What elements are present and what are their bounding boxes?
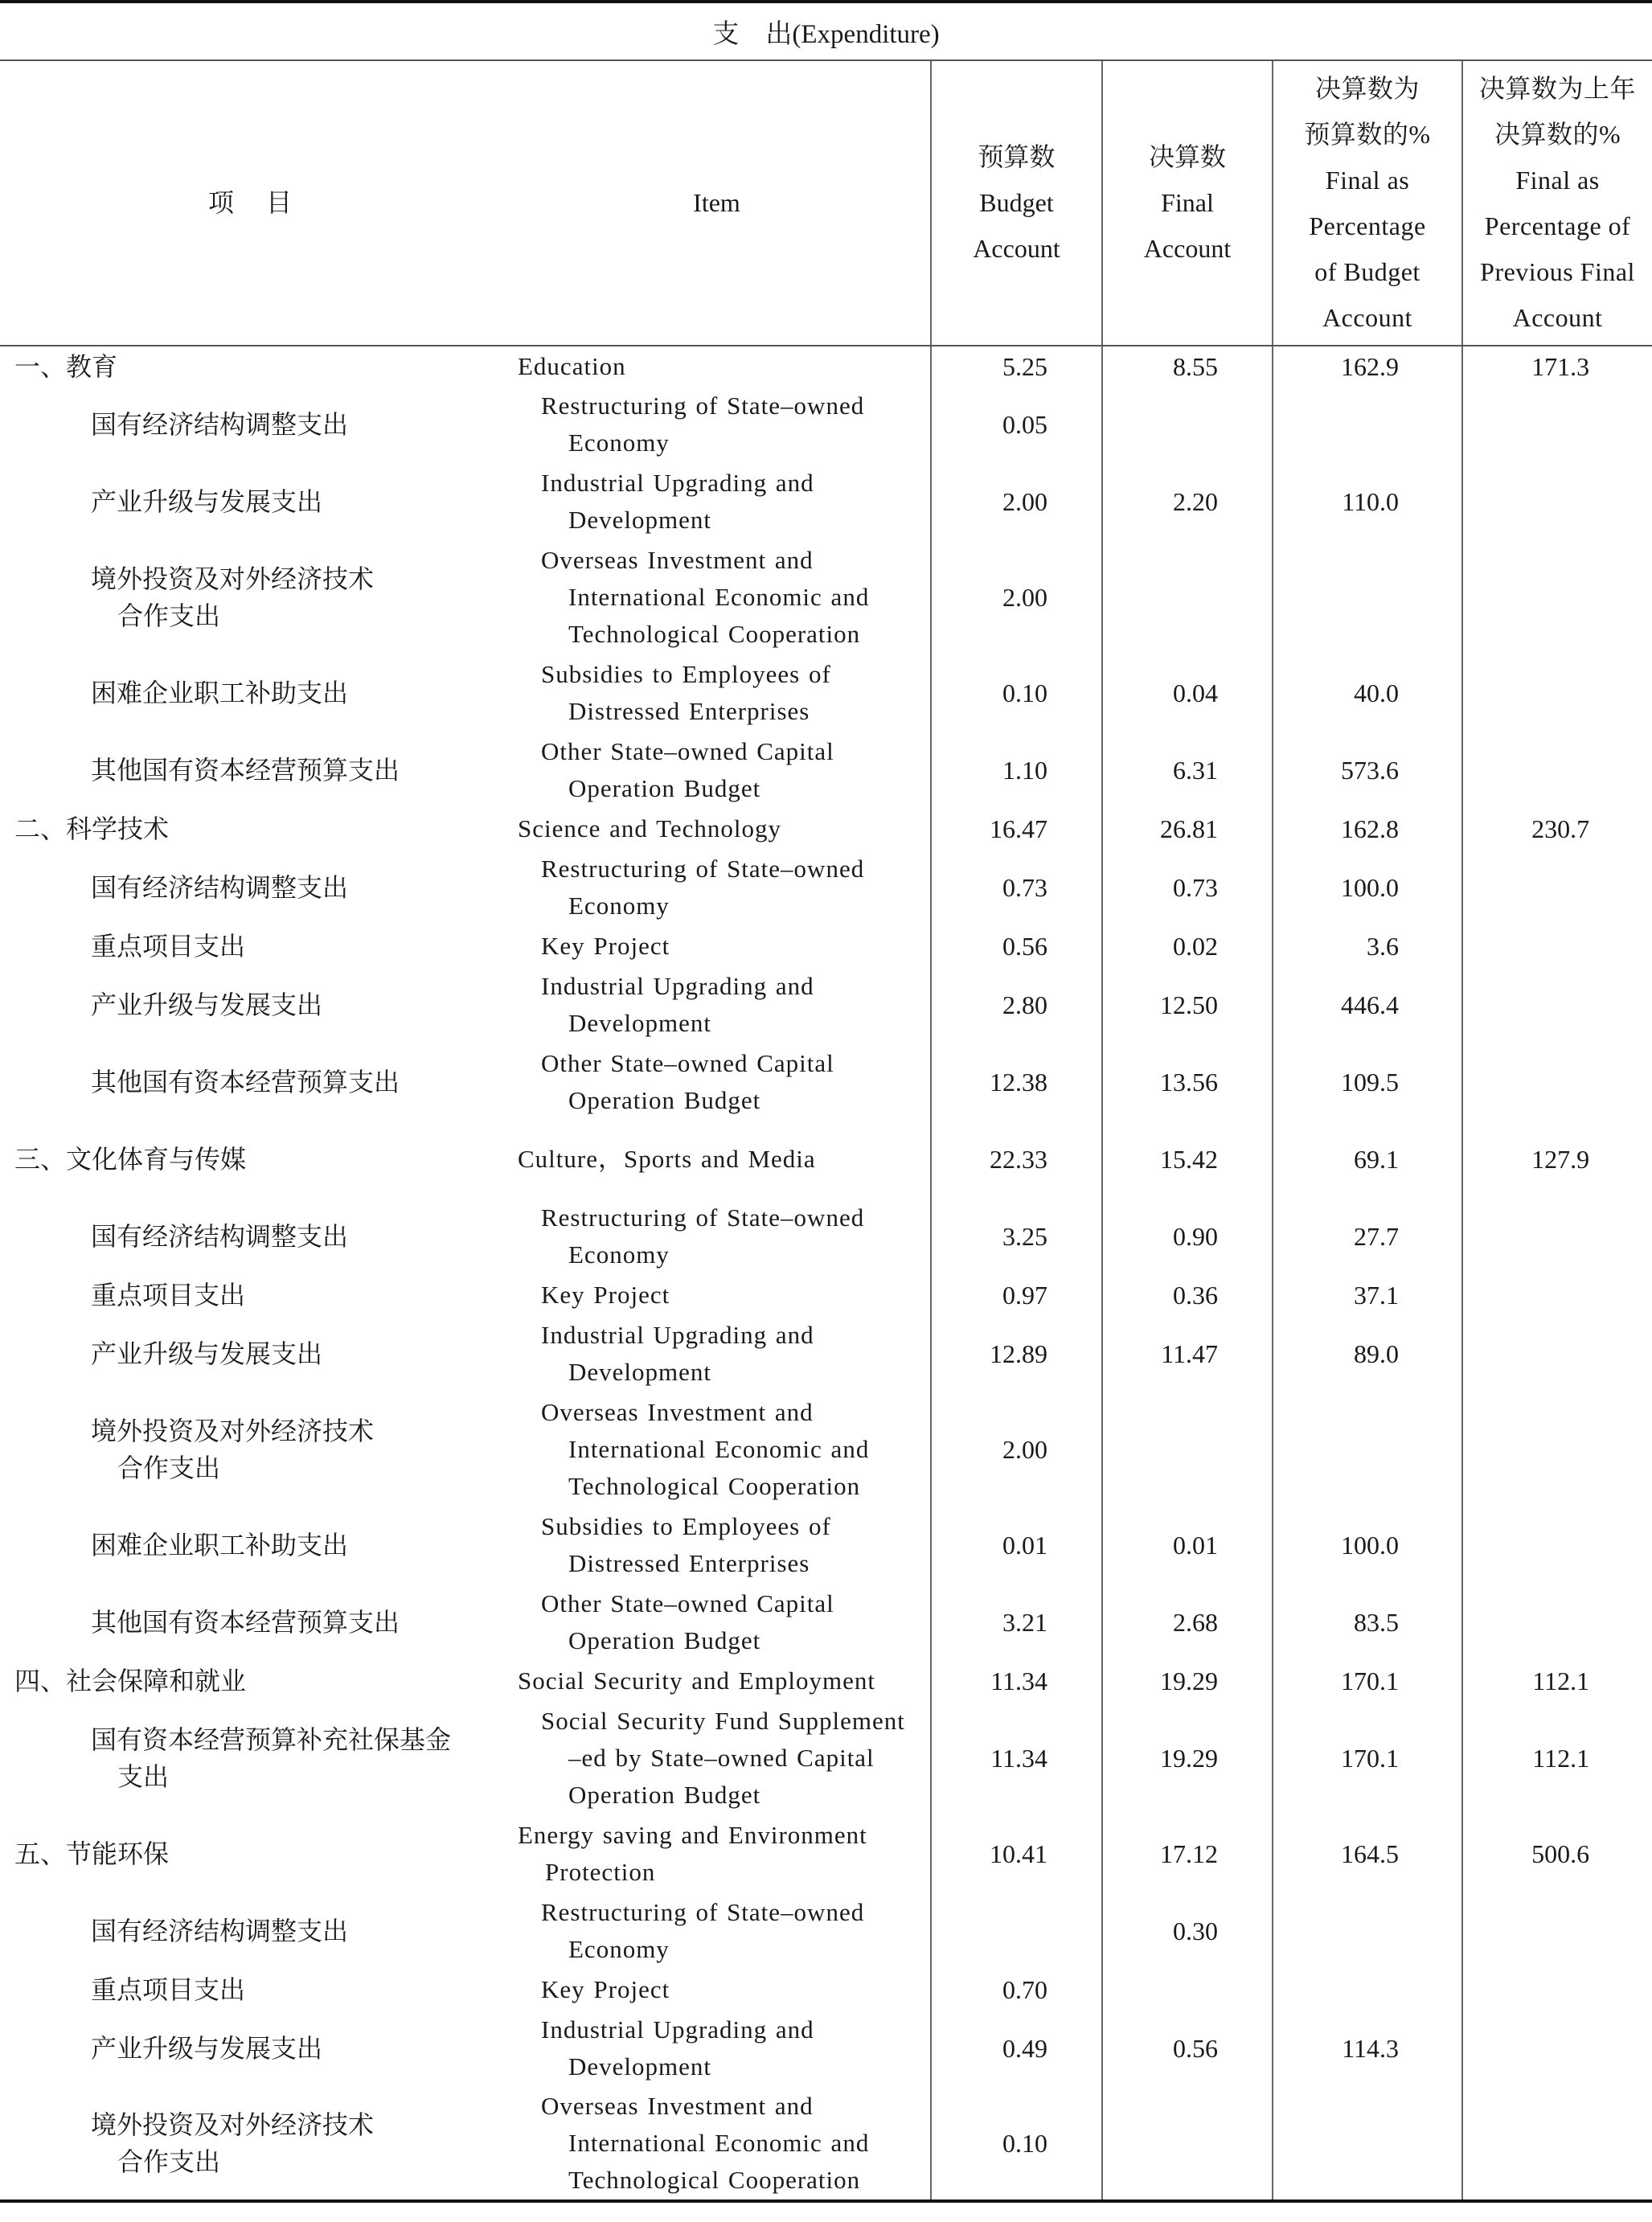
final-cell: 26.81 xyxy=(1102,809,1273,849)
item-en-cell-line: International Economic and xyxy=(568,1435,870,1463)
item-en-cell-line: Industrial Upgrading and xyxy=(541,2015,814,2044)
item-cn-cell-line: 国有经济结构调整支出 xyxy=(91,410,349,439)
final-cell xyxy=(1102,540,1273,654)
item-en-cell-line: Overseas Investment and xyxy=(541,1398,814,1426)
item-en-cell-line: Other State–owned Capital xyxy=(541,1589,834,1617)
budget-cell: 10.41 xyxy=(931,1815,1102,1892)
pct-budget-cell: 3.6 xyxy=(1273,926,1462,966)
budget-cell: 16.47 xyxy=(931,809,1102,849)
header-pct-budget xyxy=(1273,60,1462,346)
pct-budget-cell: 162.9 xyxy=(1273,346,1462,386)
pct-prev-cell xyxy=(1462,966,1652,1043)
item-en-cell-line: Restructuring of State–owned xyxy=(541,1203,865,1232)
item-cn-cell xyxy=(0,1121,503,1198)
pct-prev-cell: 500.6 xyxy=(1462,1815,1652,1892)
item-cn-cell xyxy=(0,1970,503,2010)
category-row xyxy=(0,809,1652,849)
budget-cell: 0.70 xyxy=(931,1970,1102,2010)
final-cell: 19.29 xyxy=(1102,1661,1273,1701)
pct-prev-cell: 112.1 xyxy=(1462,1701,1652,1815)
budget-cell: 3.25 xyxy=(931,1198,1102,1275)
item-cn-cell-line: 三、文化体育与传媒 xyxy=(14,1145,247,1174)
header-budget-line: Budget xyxy=(979,188,1054,217)
budget-cell: 0.10 xyxy=(931,2087,1102,2201)
budget-cell: 0.10 xyxy=(931,654,1102,732)
table-row xyxy=(0,540,1652,654)
pct-prev-cell xyxy=(1462,926,1652,966)
final-cell: 0.56 xyxy=(1102,2010,1273,2087)
item-en-cell-line: Development xyxy=(568,1358,712,1386)
header-pct-budget-line: 预算数的% xyxy=(1304,119,1431,149)
pct-budget-cell: 164.5 xyxy=(1273,1815,1462,1892)
item-en-cell xyxy=(503,1701,931,1815)
item-cn-cell-line: 重点项目支出 xyxy=(91,1975,246,2004)
final-cell: 15.42 xyxy=(1102,1121,1273,1198)
header-pct-budget-line: 决算数为 xyxy=(1314,73,1420,103)
budget-cell: 0.56 xyxy=(931,926,1102,966)
item-en-cell xyxy=(503,809,931,849)
header-pct-prev-line: Previous Final xyxy=(1480,256,1635,286)
final-cell: 0.73 xyxy=(1102,849,1273,926)
item-en-cell xyxy=(503,1584,931,1661)
item-cn-cell-line: 合作支出 xyxy=(117,1453,221,1482)
header-pct-prev-line: 决算数为上年 xyxy=(1479,73,1637,103)
pct-prev-cell xyxy=(1462,540,1652,654)
budget-cell: 0.97 xyxy=(931,1275,1102,1315)
item-cn-cell xyxy=(0,1661,503,1701)
item-cn-cell-line: 其他国有资本经营预算支出 xyxy=(91,756,400,785)
item-cn-cell xyxy=(0,809,503,849)
item-en-cell xyxy=(503,1315,931,1392)
item-en-cell-line: Economy xyxy=(568,1935,670,1963)
budget-cell: 2.00 xyxy=(931,463,1102,540)
item-en-cell-line: Key Project xyxy=(541,1281,670,1309)
pct-prev-cell xyxy=(1462,1275,1652,1315)
pct-budget-cell: 170.1 xyxy=(1273,1701,1462,1815)
header-final-line: 决算数 xyxy=(1148,142,1226,171)
budget-cell: 5.25 xyxy=(931,346,1102,386)
budget-cell xyxy=(931,1892,1102,1970)
item-en-cell-line: Restructuring of State–owned xyxy=(541,392,865,420)
pct-prev-cell xyxy=(1462,2087,1652,2201)
item-en-cell-line: Social Security and Employment xyxy=(518,1666,875,1695)
budget-cell: 0.49 xyxy=(931,2010,1102,2087)
item-cn-cell-line: 五、节能环保 xyxy=(14,1839,170,1868)
header-pct-budget-line: Account xyxy=(1322,302,1412,332)
header-final-line: Final xyxy=(1161,188,1214,217)
item-en-cell-line: Restructuring of State–owned xyxy=(541,1898,865,1926)
budget-cell: 3.21 xyxy=(931,1584,1102,1661)
item-cn-cell xyxy=(0,1584,503,1661)
final-cell xyxy=(1102,386,1273,463)
budget-cell: 22.33 xyxy=(931,1121,1102,1198)
pct-prev-cell xyxy=(1462,2010,1652,2087)
item-en-cell-line: Social Security Fund Supplement xyxy=(541,1707,905,1735)
item-cn-cell-line: 国有经济结构调整支出 xyxy=(91,1222,349,1251)
item-en-cell-line: Distressed Enterprises xyxy=(568,697,810,725)
pct-prev-cell xyxy=(1462,654,1652,732)
item-en-cell xyxy=(503,654,931,732)
pct-prev-cell xyxy=(1462,1892,1652,1970)
item-cn-cell-line: 重点项目支出 xyxy=(91,932,246,961)
pct-prev-cell xyxy=(1462,1198,1652,1275)
pct-budget-cell xyxy=(1273,1892,1462,1970)
table-row xyxy=(0,1970,1652,2010)
item-en-cell xyxy=(503,926,931,966)
item-cn-cell xyxy=(0,540,503,654)
item-cn-cell xyxy=(0,1043,503,1121)
item-cn-cell-line: 产业升级与发展支出 xyxy=(91,2034,323,2063)
table-row xyxy=(0,1043,1652,1121)
item-cn-cell xyxy=(0,1701,503,1815)
item-en-cell-line: International Economic and xyxy=(568,2129,870,2157)
final-cell: 19.29 xyxy=(1102,1701,1273,1815)
item-en-cell-line: Operation Budget xyxy=(568,774,761,802)
pct-prev-cell xyxy=(1462,1584,1652,1661)
item-en-cell xyxy=(503,1892,931,1970)
final-cell: 0.02 xyxy=(1102,926,1273,966)
item-cn-cell-line: 产业升级与发展支出 xyxy=(91,1339,323,1368)
final-cell: 11.47 xyxy=(1102,1315,1273,1392)
header-pct-prev-line: Account xyxy=(1512,302,1603,332)
table-header-row xyxy=(0,60,1652,346)
pct-budget-cell: 100.0 xyxy=(1273,849,1462,926)
item-en-cell-line: Economy xyxy=(568,1240,670,1269)
pct-budget-cell: 37.1 xyxy=(1273,1275,1462,1315)
pct-prev-cell: 112.1 xyxy=(1462,1661,1652,1701)
item-en-cell xyxy=(503,1970,931,2010)
pct-budget-cell: 170.1 xyxy=(1273,1661,1462,1701)
item-en-cell-line: Energy saving and Environment xyxy=(518,1821,867,1849)
item-en-cell-line: Economy xyxy=(568,892,670,920)
item-en-cell-line: Economy xyxy=(568,428,670,457)
item-cn-cell-line: 困难企业职工补助支出 xyxy=(91,678,349,707)
pct-prev-cell xyxy=(1462,1507,1652,1584)
pct-budget-cell: 89.0 xyxy=(1273,1315,1462,1392)
table-row xyxy=(0,1392,1652,1507)
budget-cell: 0.01 xyxy=(931,1507,1102,1584)
category-row xyxy=(0,346,1652,386)
table-row xyxy=(0,654,1652,732)
pct-prev-cell: 127.9 xyxy=(1462,1121,1652,1198)
budget-cell: 2.00 xyxy=(931,1392,1102,1507)
final-cell xyxy=(1102,1392,1273,1507)
item-cn-cell-line: 国有资本经营预算补充社保基金 xyxy=(91,1725,452,1754)
table-row xyxy=(0,1275,1652,1315)
item-cn-cell-line: 国有经济结构调整支出 xyxy=(91,873,349,902)
item-cn-cell-line: 产业升级与发展支出 xyxy=(91,990,323,1019)
final-cell: 2.20 xyxy=(1102,463,1273,540)
item-en-cell-line: Operation Budget xyxy=(568,1086,761,1114)
table-row xyxy=(0,2010,1652,2087)
pct-prev-cell xyxy=(1462,1392,1652,1507)
item-en-cell-line: Other State–owned Capital xyxy=(541,737,834,765)
item-cn-cell xyxy=(0,1275,503,1315)
item-cn-cell-line: 境外投资及对外经济技术 xyxy=(91,564,375,593)
item-cn-cell-line: 其他国有资本经营预算支出 xyxy=(91,1608,400,1637)
pct-prev-cell xyxy=(1462,386,1652,463)
final-cell: 0.30 xyxy=(1102,1892,1273,1970)
item-cn-cell xyxy=(0,966,503,1043)
header-pct-prev-line: 决算数的% xyxy=(1494,119,1621,149)
item-en-cell xyxy=(503,849,931,926)
item-cn-cell-line: 困难企业职工补助支出 xyxy=(91,1531,349,1560)
item-en-cell-line: Operation Budget xyxy=(568,1781,761,1809)
final-cell: 2.68 xyxy=(1102,1584,1273,1661)
item-en-cell xyxy=(503,346,931,386)
item-cn-cell xyxy=(0,1392,503,1507)
item-cn-cell xyxy=(0,1892,503,1970)
final-cell xyxy=(1102,1970,1273,2010)
pct-budget-cell: 83.5 xyxy=(1273,1584,1462,1661)
pct-prev-cell: 171.3 xyxy=(1462,346,1652,386)
table-row xyxy=(0,1892,1652,1970)
table-row xyxy=(0,1701,1652,1815)
category-row xyxy=(0,1121,1652,1198)
table-title-row xyxy=(0,2,1652,60)
budget-cell: 1.10 xyxy=(931,732,1102,809)
final-cell: 8.55 xyxy=(1102,346,1273,386)
item-en-cell xyxy=(503,1121,931,1198)
budget-cell: 11.34 xyxy=(931,1661,1102,1701)
item-en-cell-line: Other State–owned Capital xyxy=(541,1049,834,1077)
item-cn-cell-line: 二、科学技术 xyxy=(14,814,170,843)
pct-budget-cell: 573.6 xyxy=(1273,732,1462,809)
item-en-cell-line: Culture，Sports and Media xyxy=(518,1145,816,1173)
header-pct-budget-line: of Budget xyxy=(1314,256,1420,286)
item-en-cell-line: Development xyxy=(568,1009,712,1037)
pct-budget-cell: 114.3 xyxy=(1273,2010,1462,2087)
pct-budget-cell: 27.7 xyxy=(1273,1198,1462,1275)
table-row xyxy=(0,926,1652,966)
item-en-cell-line: Industrial Upgrading and xyxy=(541,1321,814,1349)
item-cn-cell-line: 境外投资及对外经济技术 xyxy=(91,1416,375,1445)
item-cn-cell xyxy=(0,849,503,926)
item-en-cell-line: Operation Budget xyxy=(568,1626,761,1654)
pct-prev-cell xyxy=(1462,1970,1652,2010)
item-cn-cell xyxy=(0,386,503,463)
pct-budget-cell xyxy=(1273,2087,1462,2201)
header-budget xyxy=(931,60,1102,346)
category-row xyxy=(0,1661,1652,1701)
item-cn-cell xyxy=(0,1507,503,1584)
item-cn-cell xyxy=(0,926,503,966)
header-item-cn: 项 目 xyxy=(0,60,503,346)
item-en-cell-line: Overseas Investment and xyxy=(541,546,814,574)
item-en-cell-line: Distressed Enterprises xyxy=(568,1549,810,1577)
item-en-cell xyxy=(503,463,931,540)
pct-prev-cell xyxy=(1462,732,1652,809)
pct-budget-cell xyxy=(1273,1392,1462,1507)
budget-cell: 2.00 xyxy=(931,540,1102,654)
item-en-cell xyxy=(503,1198,931,1275)
item-cn-cell xyxy=(0,463,503,540)
budget-cell: 11.34 xyxy=(931,1701,1102,1815)
item-cn-cell xyxy=(0,346,503,386)
table-row xyxy=(0,2087,1652,2201)
pct-budget-cell: 100.0 xyxy=(1273,1507,1462,1584)
item-cn-cell xyxy=(0,1315,503,1392)
item-en-cell-line: Overseas Investment and xyxy=(541,2092,814,2120)
header-final-line: Account xyxy=(1143,234,1232,263)
item-en-cell-line: Restructuring of State–owned xyxy=(541,855,865,883)
item-en-cell xyxy=(503,1275,931,1315)
item-en-cell-line: Industrial Upgrading and xyxy=(541,469,814,497)
table-row xyxy=(0,386,1652,463)
item-cn-cell-line: 其他国有资本经营预算支出 xyxy=(91,1068,400,1097)
pct-prev-cell xyxy=(1462,1043,1652,1121)
item-cn-cell xyxy=(0,654,503,732)
item-en-cell-line: International Economic and xyxy=(568,583,870,611)
pct-budget-cell: 446.4 xyxy=(1273,966,1462,1043)
pct-budget-cell: 40.0 xyxy=(1273,654,1462,732)
item-en-cell xyxy=(503,1815,931,1892)
item-en-cell-line: Development xyxy=(568,2052,712,2081)
item-cn-cell-line: 一、教育 xyxy=(14,351,118,381)
pct-budget-cell: 109.5 xyxy=(1273,1043,1462,1121)
table-row xyxy=(0,966,1652,1043)
pct-budget-cell: 110.0 xyxy=(1273,463,1462,540)
table-row xyxy=(0,1315,1652,1392)
item-cn-cell-line: 境外投资及对外经济技术 xyxy=(91,2110,375,2139)
header-budget-line: 预算数 xyxy=(978,142,1056,171)
final-cell: 0.36 xyxy=(1102,1275,1273,1315)
category-row xyxy=(0,1815,1652,1892)
item-en-cell xyxy=(503,1392,931,1507)
item-en-cell-line: –ed by State–owned Capital xyxy=(568,1744,875,1772)
table-row xyxy=(0,463,1652,540)
table-row xyxy=(0,1507,1652,1584)
item-cn-cell xyxy=(0,2087,503,2201)
item-cn-cell-line: 合作支出 xyxy=(117,601,221,630)
header-pct-prev-line: Percentage of xyxy=(1484,211,1631,240)
header-pct-budget-line: Final as xyxy=(1325,165,1410,195)
item-en-cell xyxy=(503,2010,931,2087)
pct-prev-cell xyxy=(1462,463,1652,540)
item-en-cell xyxy=(503,1043,931,1121)
item-en-cell-line: Key Project xyxy=(541,932,670,960)
pct-budget-cell xyxy=(1273,540,1462,654)
item-en-cell xyxy=(503,540,931,654)
item-en-cell-line: Technological Cooperation xyxy=(568,620,861,648)
item-en-cell-line: Industrial Upgrading and xyxy=(541,972,814,1000)
item-en-cell xyxy=(503,2087,931,2201)
pct-budget-cell: 69.1 xyxy=(1273,1121,1462,1198)
item-en-cell xyxy=(503,732,931,809)
item-cn-cell-line: 四、社会保障和就业 xyxy=(14,1666,247,1695)
item-en-cell-line: Technological Cooperation xyxy=(568,2166,861,2194)
item-en-cell xyxy=(503,1661,931,1701)
item-cn-cell-line: 产业升级与发展支出 xyxy=(91,487,323,516)
pct-budget-cell xyxy=(1273,1970,1462,2010)
item-en-cell-line: Development xyxy=(568,506,712,534)
item-en-cell-line: Science and Technology xyxy=(518,814,781,842)
table-row xyxy=(0,849,1652,926)
table-row xyxy=(0,732,1652,809)
header-pct-prev-line: Final as xyxy=(1515,165,1600,195)
budget-cell: 0.73 xyxy=(931,849,1102,926)
final-cell: 0.01 xyxy=(1102,1507,1273,1584)
header-budget-line: Account xyxy=(973,234,1060,263)
final-cell: 0.04 xyxy=(1102,654,1273,732)
table-body xyxy=(0,346,1652,2201)
pct-prev-cell: 230.7 xyxy=(1462,809,1652,849)
pct-prev-cell xyxy=(1462,849,1652,926)
table-row xyxy=(0,1584,1652,1661)
final-cell: 17.12 xyxy=(1102,1815,1273,1892)
header-final xyxy=(1102,60,1273,346)
budget-cell: 0.05 xyxy=(931,386,1102,463)
pct-prev-cell xyxy=(1462,1315,1652,1392)
final-cell: 0.90 xyxy=(1102,1198,1273,1275)
item-cn-cell xyxy=(0,2010,503,2087)
item-cn-cell-line: 重点项目支出 xyxy=(91,1281,246,1310)
final-cell: 6.31 xyxy=(1102,732,1273,809)
item-en-cell xyxy=(503,966,931,1043)
item-en-cell-line: Key Project xyxy=(541,1975,670,2003)
pct-budget-cell: 162.8 xyxy=(1273,809,1462,849)
item-en-cell xyxy=(503,1507,931,1584)
item-cn-cell-line: 国有经济结构调整支出 xyxy=(91,1917,349,1945)
final-cell xyxy=(1102,2087,1273,2201)
item-cn-cell xyxy=(0,1815,503,1892)
item-en-cell-line: Technological Cooperation xyxy=(568,1472,861,1500)
final-cell: 13.56 xyxy=(1102,1043,1273,1121)
item-en-cell-line: Protection xyxy=(545,1858,656,1886)
budget-cell: 2.80 xyxy=(931,966,1102,1043)
item-cn-cell-line: 支出 xyxy=(117,1762,170,1791)
item-cn-cell xyxy=(0,1198,503,1275)
table-title: 支 出(Expenditure) xyxy=(0,2,1652,60)
item-en-cell xyxy=(503,386,931,463)
item-cn-cell-line: 合作支出 xyxy=(117,2147,221,2176)
pct-budget-cell xyxy=(1273,386,1462,463)
budget-cell: 12.89 xyxy=(931,1315,1102,1392)
table-row xyxy=(0,1198,1652,1275)
header-pct-prev xyxy=(1462,60,1652,346)
item-cn-cell xyxy=(0,732,503,809)
final-cell: 12.50 xyxy=(1102,966,1273,1043)
header-pct-budget-line: Percentage xyxy=(1309,211,1426,240)
item-en-cell-line: Subsidies to Employees of xyxy=(541,1512,831,1540)
budget-cell: 12.38 xyxy=(931,1043,1102,1121)
item-en-cell-line: Subsidies to Employees of xyxy=(541,660,831,688)
item-en-cell-line: Education xyxy=(518,351,626,380)
header-item-en: Item xyxy=(503,60,931,346)
